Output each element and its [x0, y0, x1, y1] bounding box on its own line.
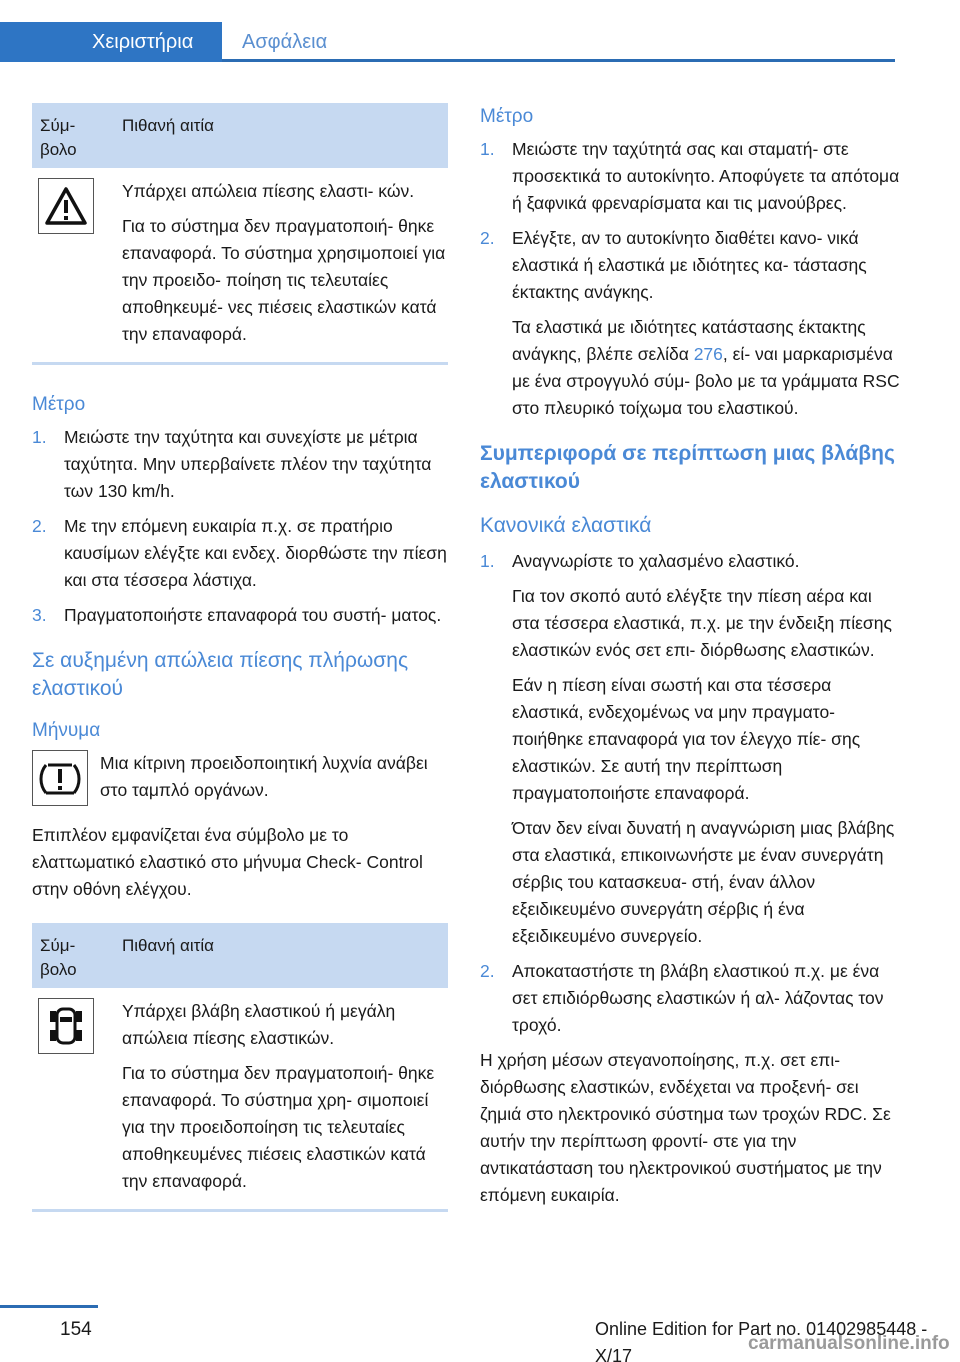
- step-text: Αποκαταστήστε τη βλάβη ελαστικού π.χ. με ένα σετ επιδιόρθωσης ελαστικών ή αλ‐ λάζοντας τον τροχό.: [512, 961, 884, 1035]
- step-note: [512, 314, 900, 422]
- message-title: Μήνυμα: [32, 720, 101, 741]
- body-paragraph: Επιπλέον εμφανίζεται ένα σύμβολο με το ελαττωματικό ελαστικό στο μήνυμα Check- Control στην οθόνη ελέγχου.: [32, 825, 423, 899]
- col-cause-header: Πιθανή αιτία: [122, 116, 214, 135]
- message-text: Μια κίτρινη προειδοποιητική λυχνία ανάβει στο ταμπλό οργάνων.: [100, 753, 428, 800]
- step-note-text: Τα ελαστικά με ιδιότητες κατάστασης έκτακτης ανάγκης, βλέπε σελίδα: [512, 317, 866, 364]
- table-header: [32, 103, 448, 168]
- right-column: [480, 103, 900, 1209]
- page-link[interactable]: 276: [693, 344, 723, 364]
- table-row: [32, 168, 448, 365]
- step-number: 1.: [480, 139, 495, 159]
- list-item: [32, 513, 448, 594]
- step-text: Μειώστε την ταχύτητα και συνεχίστε με μέτρια ταχύτητα. Μην υπερβαίνετε πλέον την ταχύτητα των 130 km/h.: [64, 427, 432, 501]
- step-number: 1.: [480, 551, 495, 571]
- left-column: [32, 103, 448, 1212]
- list-item: [32, 602, 448, 629]
- cause-cell: [122, 998, 448, 1195]
- section-heading: Συμπεριφορά σε περίπτωση μιας βλάβης ελαστικού: [480, 442, 895, 493]
- step-text: Αναγνωρίστε το χαλασμένο ελαστικό.: [512, 551, 800, 571]
- col-cause-header: Πιθανή αιτία: [122, 936, 214, 955]
- message-block: [32, 750, 448, 806]
- page-number: 154: [60, 1319, 92, 1340]
- measure-title: Μέτρο: [480, 106, 534, 127]
- page-number-rule: [0, 1305, 98, 1308]
- step-note: Εάν η πίεση είναι σωστή και στα τέσσερα ελαστικά, ενδεχομένως να μην πραγματο‐ ποιήθηκε επαναφορά για τον έλεγχο πίε‐ σης ελαστικών. Σε αυτή την περίπτωση πραγματοποιήστε επαναφορά.: [512, 675, 861, 803]
- tab-controls[interactable]: Χειριστήρια: [0, 22, 222, 62]
- measure-title: Μέτρο: [32, 394, 86, 415]
- step-text: Με την επόμενη ευκαιρία π.χ. σε πρατήριο καυσίμων ελέγξτε και ενδεχ. διορθώστε την πίεση και στα τέσσερα λάστιχα.: [64, 516, 447, 590]
- step-text: Μειώστε την ταχύτητά σας και σταματή‐ στε προσεκτικά το αυτοκίνητο. Αποφύγετε τα απότομα ή ξαφνικά φρεναρίσματα και τις μανούβρες.: [512, 139, 900, 213]
- table-header: [32, 923, 448, 988]
- table-row: [32, 988, 448, 1212]
- tab-safety[interactable]: Ασφάλεια: [242, 31, 328, 53]
- measure-steps: [480, 136, 900, 422]
- damage-steps: [480, 548, 900, 1039]
- cause-cell: [122, 178, 448, 348]
- col-symbol-header: Σύμ‐ βολο: [40, 936, 77, 979]
- symbol-cell: [32, 178, 122, 348]
- list-item: [32, 424, 448, 505]
- body-paragraph: Η χρήση μέσων στεγανοποίησης, π.χ. σετ επι‐ διόρθωσης ελαστικών, ενδέχεται να προξενή‐ σει ζημιά στο ηλεκτρονικό σύστημα των τροχών RDC. Σε αυτήν την περίπτωση φροντί‐ στε για την αντικατάσταση του ηλεκτρονικού συστήματος με την επόμενη ευκαιρία.: [480, 1050, 891, 1205]
- list-item: [480, 225, 900, 422]
- subsection-heading: Κανονικά ελαστικά: [480, 514, 652, 537]
- cause-text: Για το σύστημα δεν πραγματοποιή‐ θηκε επαναφορά. Το σύστημα χρησιμοποιεί για την προειδο‐ ποίηση τις τελευταίες αποθηκευμέ‐ νες πιέσεις ελαστικών κατά την επαναφορά.: [122, 216, 446, 344]
- step-number: 2.: [480, 961, 495, 981]
- header-bar: [0, 22, 895, 62]
- measure-steps: [32, 424, 448, 629]
- car-tire-defect-icon: [38, 998, 94, 1054]
- list-item: [480, 136, 900, 217]
- step-number: 2.: [480, 228, 495, 248]
- cause-text: Υπάρχει απώλεια πίεσης ελαστι‐ κών.: [122, 181, 415, 201]
- section-heading: Σε αυξημένη απώλεια πίεσης πλήρωσης ελαστικού: [32, 649, 409, 700]
- step-note: Για τον σκοπό αυτό ελέγξτε την πίεση αέρα και στα τέσσερα ελαστικά, π.χ. με την ένδειξη πίεσης ελαστικών ενός σετ επι‐ διόρθωσης ελαστικών.: [512, 586, 892, 660]
- step-number: 2.: [32, 516, 47, 536]
- list-item: [480, 548, 900, 950]
- symbol-cell: [32, 998, 122, 1195]
- symbol-table-2: [32, 923, 448, 1212]
- cause-text: Υπάρχει βλάβη ελαστικού ή μεγάλη απώλεια πίεσης ελαστικών.: [122, 1001, 396, 1048]
- step-text: Ελέγξτε, αν το αυτοκίνητο διαθέτει κανο‐ νικά ελαστικά ή ελαστικά με ιδιότητες κα‐ τάστασης έκτακτης ανάγκης.: [512, 228, 867, 302]
- cause-text: Για το σύστημα δεν πραγματοποιή‐ θηκε επαναφορά. Το σύστημα χρη‐ σιμοποιεί για την προειδοποίηση τις τελευταίες αποθηκευμένες πιέσεις ελαστικών κατά την επαναφορά.: [122, 1063, 435, 1191]
- watermark: carmanualsonline.info: [748, 1333, 950, 1354]
- step-number: 3.: [32, 605, 47, 625]
- warning-triangle-icon: [38, 178, 94, 234]
- step-text: Πραγματοποιήστε επαναφορά του συστή‐ ματος.: [64, 605, 442, 625]
- step-note-text: , εί‐ ναι μαρκαρισμένα με ένα στρογγυλό σύμ‐ βολο με τα γράμματα RSC στο πλευρικό τοίχωμα του ελαστικού.: [512, 344, 900, 418]
- step-number: 1.: [32, 427, 47, 447]
- symbol-table-1: [32, 103, 448, 365]
- edition-note: Online Edition for Part no. 01402985448 - X/17: [595, 1319, 928, 1362]
- tire-pressure-warning-icon: [32, 750, 88, 806]
- list-item: [480, 958, 900, 1039]
- col-symbol-header: Σύμ‐ βολο: [40, 116, 77, 159]
- step-note: Όταν δεν είναι δυνατή η αναγνώριση μιας βλάβης στα ελαστικά, επικοινωνήστε με έναν συνεργάτη σέρβις του κατασκευα‐ στή, έναν άλλον εξειδικευμένο συνεργάτη σέρβις ή ένα εξειδικευμένο συνεργείο.: [512, 818, 895, 946]
